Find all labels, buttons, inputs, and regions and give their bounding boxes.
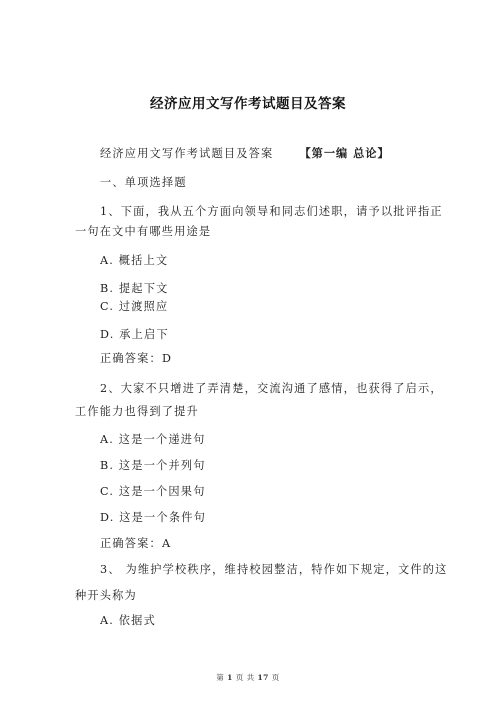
subtitle-text: 经济应用文写作考试题目及答案 — [100, 147, 274, 160]
question-1-answer: 正确答案：D — [100, 352, 173, 365]
question-2-option-c: C. 这是一个因果句 — [100, 485, 206, 498]
question-2-option-d: D. 这是一个条件句 — [100, 511, 206, 524]
question-2-option-b: B. 这是一个并列句 — [100, 459, 206, 472]
question-3-option-a: A. 依据式 — [100, 614, 156, 627]
footer-page-number: 1 — [227, 673, 233, 682]
question-2-option-a: A. 这是一个递进句 — [100, 433, 206, 446]
question-2-line-1: 2、大家不只增进了弄清楚，交流沟通了感情，也获得了启示， — [100, 382, 443, 395]
question-2-line-2: 工作能力也得到了提升 — [75, 405, 199, 418]
question-3-line-1: 3、 为维护学校秩序，维持校园整洁，特作如下规定，文件的这 — [100, 563, 448, 576]
section-heading: 一、单项选择题 — [100, 176, 187, 189]
question-1-line-1: 1、下面，我从五个方面向领导和同志们述职，请予以批评指正 — [100, 205, 443, 218]
question-1-option-b: B. 提起下文 — [100, 282, 169, 295]
question-1-option-d: D. 承上启下 — [100, 328, 169, 341]
question-3-line-2: 种开头称为 — [75, 589, 137, 602]
question-1-option-a: A. 概括上文 — [100, 254, 169, 267]
subtitle-line — [100, 145, 390, 161]
footer-total-pages: 17 — [257, 673, 269, 682]
page-footer — [0, 672, 496, 683]
footer-middle: 页 共 — [235, 673, 255, 682]
question-1-line-2: 一句在文中有哪些用途是 — [75, 225, 212, 238]
footer-suffix: 页 — [271, 673, 280, 682]
footer-prefix: 第 — [216, 673, 225, 682]
question-2-answer: 正确答案：A — [100, 537, 172, 550]
section-tag: 【第一编 总论】 — [299, 146, 390, 160]
document-title: 经济应用文写作考试题目及答案 — [150, 96, 346, 112]
question-1-option-c: C. 过渡照应 — [100, 300, 169, 313]
